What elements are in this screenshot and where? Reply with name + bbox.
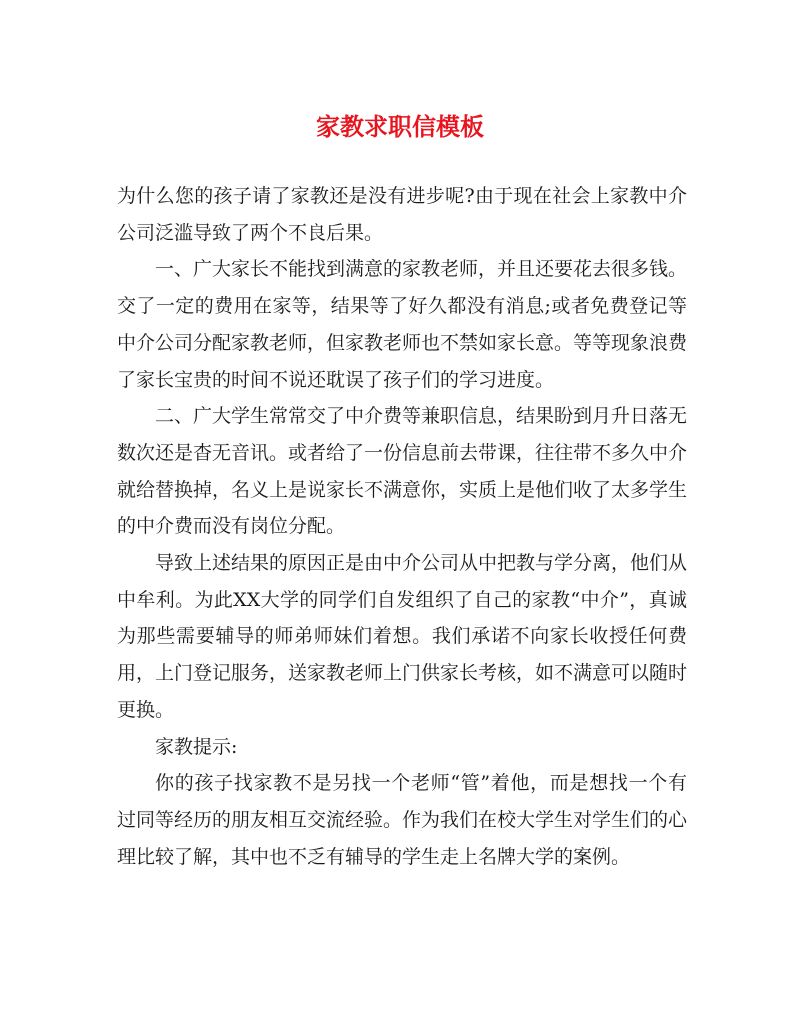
paragraph-point-two: 二、广大学生常常交了中介费等兼职信息，结果盼到月升日落无数次还是杳无音讯。或者给了一份信息前去带课，往往带不多久中介就给替换掉，名义上是说家长不满意你，实质上是他们收了太多学生的中介费而没有岗位分配。: [117, 405, 688, 538]
paragraph-cause: 导致上述结果的原因正是由中介公司从中把教与学分离，他们从中牟利。为此XX大学的同学们自发组织了自己的家教“中介”，真诚为那些需要辅导的师弟师妹们着想。我们承诺不向家长收授任何费用，上门登记服务，送家教老师上门供家长考核，如不满意可以随时更换。: [117, 552, 688, 721]
paragraph-point-one: 一、广大家长不能找到满意的家教老师，并且还要花去很多钱。交了一定的费用在家等，结果等了好久都没有消息;或者免费登记等中介公司分配家教老师，但家教老师也不禁如家长意。等等现象浪费了家长宝贵的时间不说还耽误了孩子们的学习进度。: [117, 258, 688, 391]
document-body: [117, 178, 687, 875]
paragraph-tips-content: 你的孩子找家教不是另找一个老师“管”着他，而是想找一个有过同等经历的朋友相互交流经验。作为我们在校大学生对学生们的心理比较了解，其中也不乏有辅导的学生走上名牌大学的案例。: [117, 772, 688, 868]
document-title: 家教求职信模板: [316, 112, 484, 141]
paragraph-tips-heading: 家教提示:: [155, 735, 238, 758]
paragraph-intro: 为什么您的孩子请了家教还是没有进步呢?由于现在社会上家教中介公司泛滥导致了两个不良后果。: [117, 185, 687, 244]
